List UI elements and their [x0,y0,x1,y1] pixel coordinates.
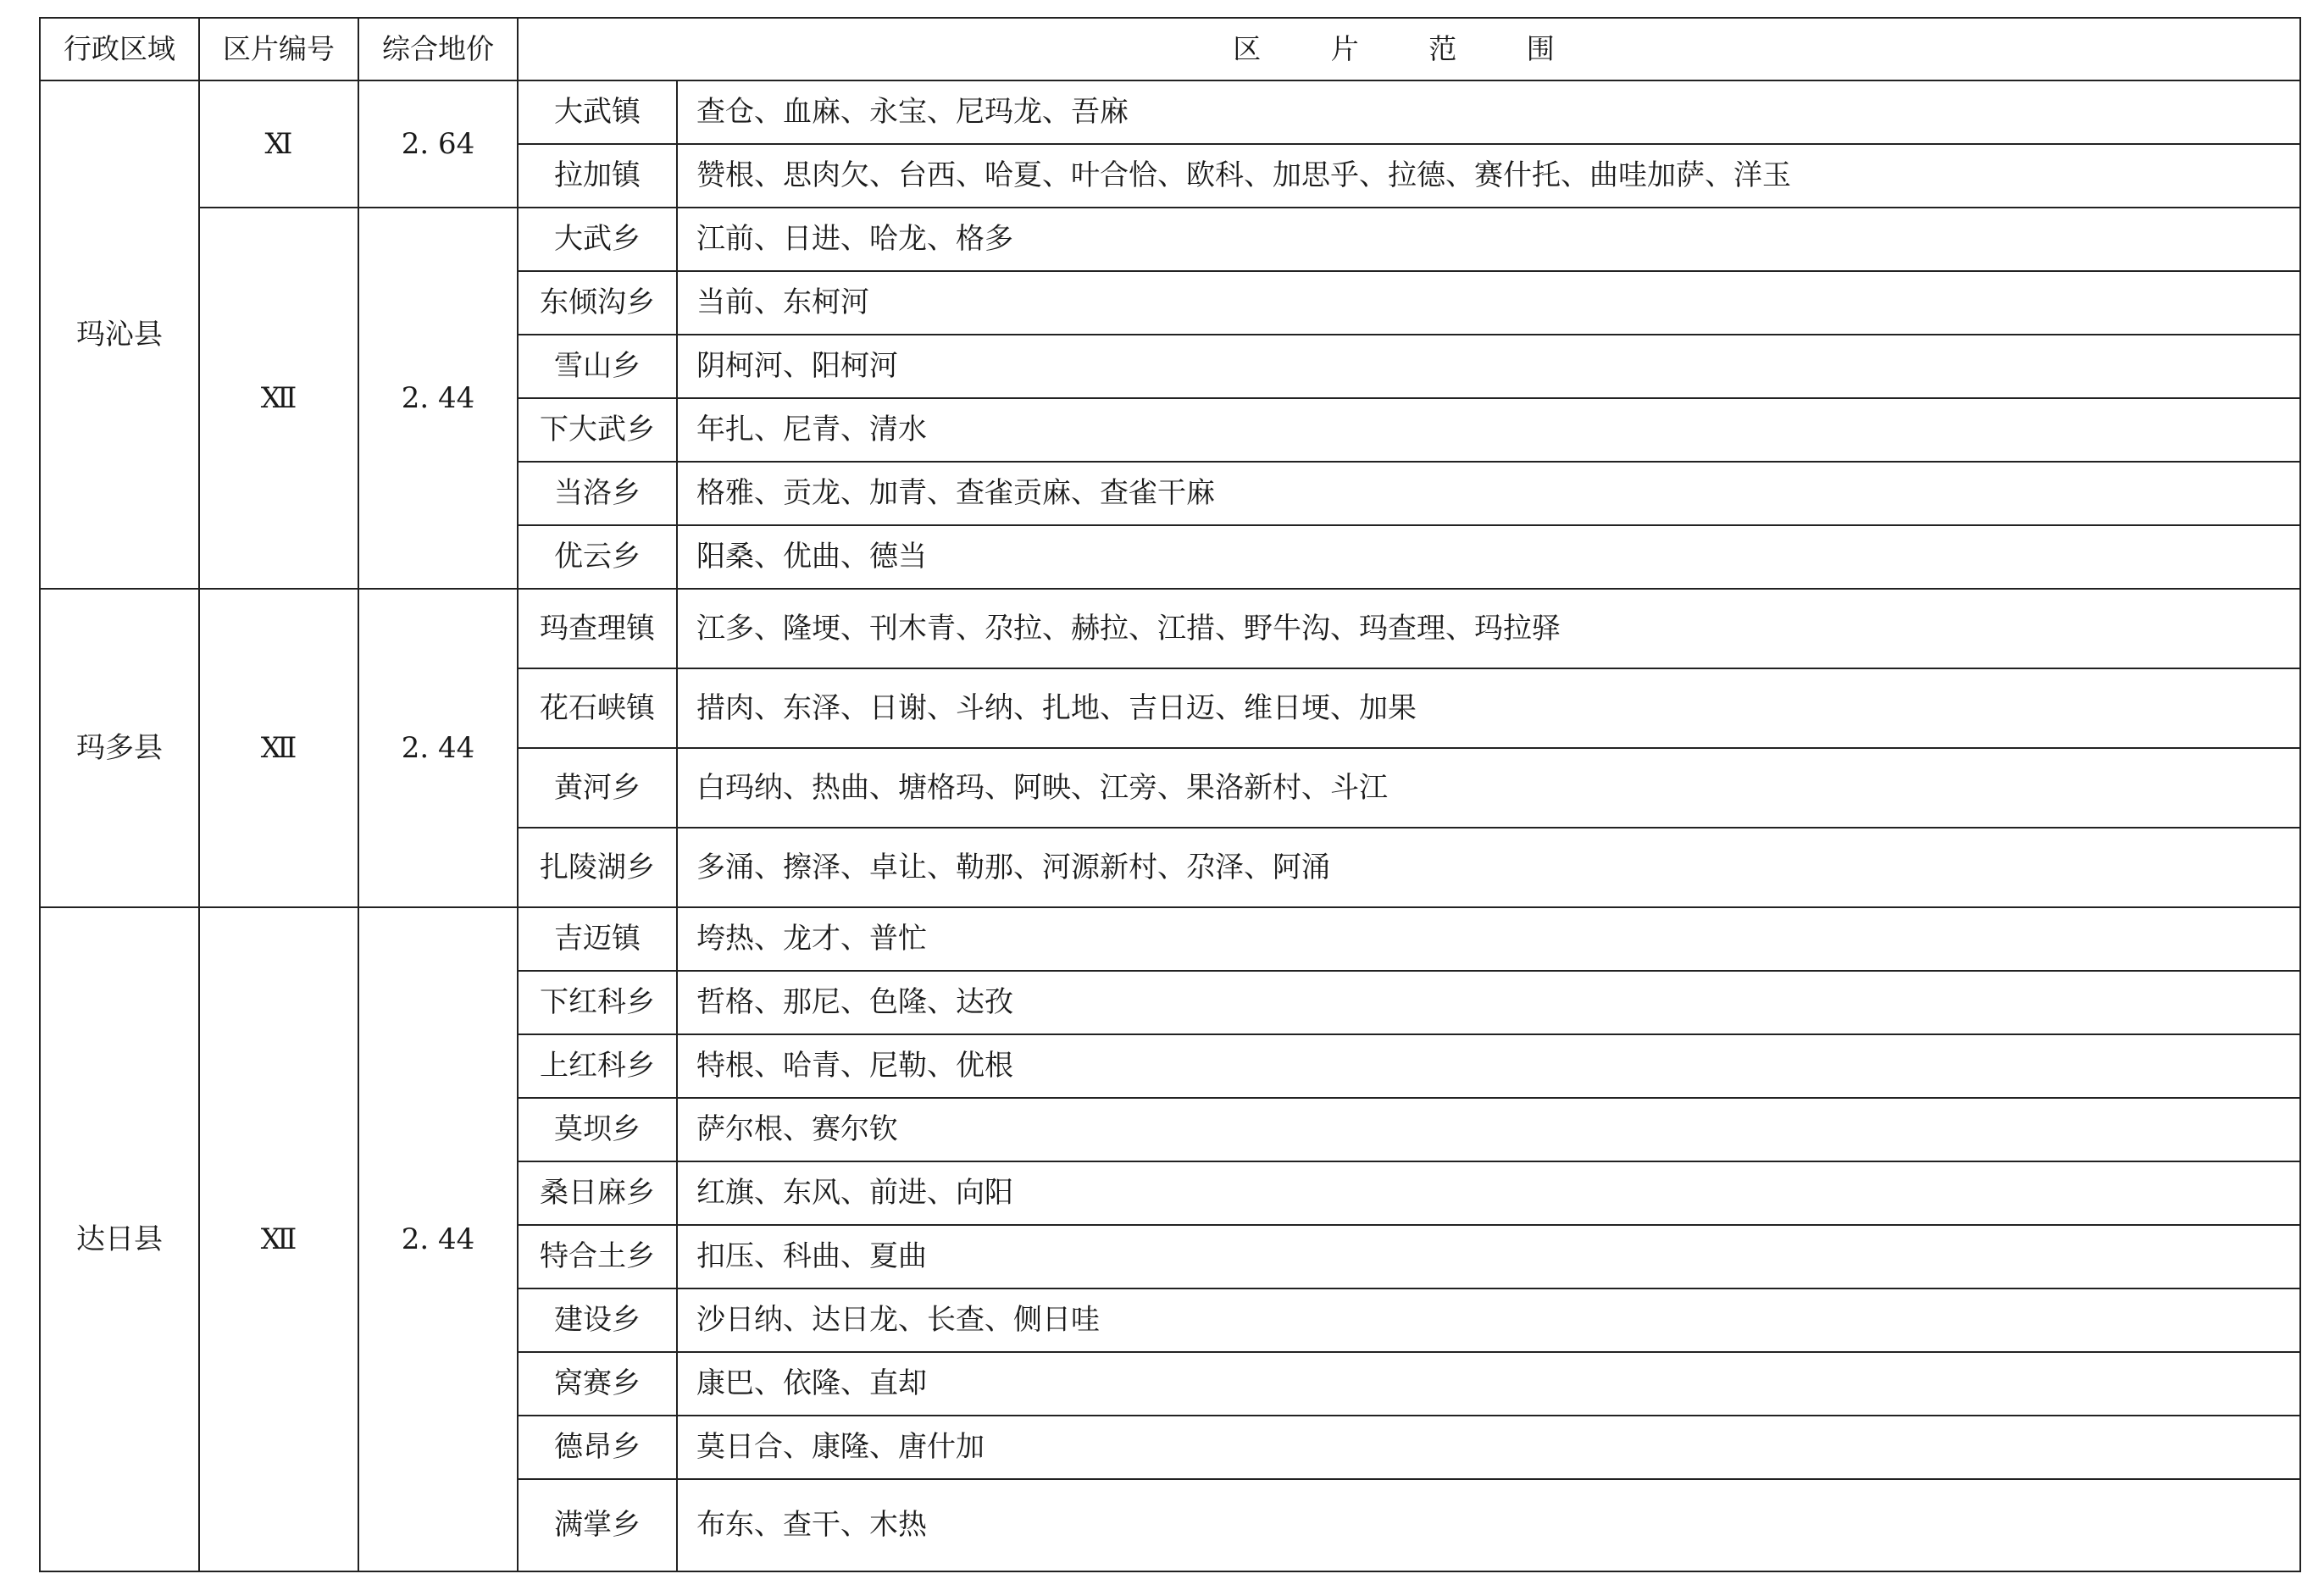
table-row [40,80,2300,144]
zone-number-cell: Ⅻ [199,589,358,907]
table-body [40,80,2300,1571]
town-cell: 扎陵湖乡 [518,828,677,907]
header-zone-no: 区片编号 [199,18,358,80]
villages-cell: 萨尔根、赛尔钦 [677,1098,2300,1161]
villages-cell: 措肉、东泽、日谢、斗纳、扎地、吉日迈、维日埂、加果 [677,668,2300,748]
town-cell: 满掌乡 [518,1479,677,1571]
town-cell: 吉迈镇 [518,907,677,971]
town-cell: 下大武乡 [518,398,677,462]
header-row [40,18,2300,80]
villages-cell: 垮热、龙才、普忙 [677,907,2300,971]
town-cell: 大武乡 [518,208,677,271]
header-region: 行政区域 [40,18,199,80]
villages-cell: 哲格、那尼、色隆、达孜 [677,971,2300,1034]
town-cell: 大武镇 [518,80,677,144]
villages-cell: 阳桑、优曲、德当 [677,525,2300,589]
price-cell: 2. 44 [358,907,518,1571]
villages-cell: 格雅、贡龙、加青、查雀贡麻、查雀干麻 [677,462,2300,525]
region-cell: 达日县 [40,907,199,1571]
town-cell: 建设乡 [518,1288,677,1352]
table-row [40,907,2300,971]
town-cell: 拉加镇 [518,144,677,208]
header-range: 区 片 范 围 [518,18,2300,80]
villages-cell: 年扎、尼青、清水 [677,398,2300,462]
header-price: 综合地价 [358,18,518,80]
town-cell: 花石峡镇 [518,668,677,748]
villages-cell: 查仓、血麻、永宝、尼玛龙、吾麻 [677,80,2300,144]
villages-cell: 赞根、思肉欠、台西、哈夏、叶合恰、欧科、加思乎、拉德、赛什托、曲哇加萨、洋玉 [677,144,2300,208]
villages-cell: 多涌、擦泽、卓让、勒那、河源新村、尕泽、阿涌 [677,828,2300,907]
town-cell: 上红科乡 [518,1034,677,1098]
zone-number-cell: Ⅺ [199,80,358,208]
price-cell: 2. 44 [358,589,518,907]
town-cell: 下红科乡 [518,971,677,1034]
town-cell: 优云乡 [518,525,677,589]
villages-cell: 江前、日进、哈龙、格多 [677,208,2300,271]
villages-cell: 扣压、科曲、夏曲 [677,1225,2300,1288]
town-cell: 黄河乡 [518,748,677,828]
price-cell: 2. 64 [358,80,518,208]
villages-cell: 布东、查干、木热 [677,1479,2300,1571]
price-cell: 2. 44 [358,208,518,589]
town-cell: 桑日麻乡 [518,1161,677,1225]
town-cell: 东倾沟乡 [518,271,677,335]
villages-cell: 沙日纳、达日龙、长查、侧日哇 [677,1288,2300,1352]
zone-number-cell: Ⅻ [199,907,358,1571]
region-cell: 玛多县 [40,589,199,907]
land-price-table [39,17,2301,1572]
town-cell: 玛查理镇 [518,589,677,668]
town-cell: 当洛乡 [518,462,677,525]
villages-cell: 当前、东柯河 [677,271,2300,335]
zone-number-cell: Ⅻ [199,208,358,589]
villages-cell: 红旗、东风、前进、向阳 [677,1161,2300,1225]
table-row [40,589,2300,668]
villages-cell: 阴柯河、阳柯河 [677,335,2300,398]
town-cell: 雪山乡 [518,335,677,398]
town-cell: 特合土乡 [518,1225,677,1288]
table-row [40,208,2300,271]
town-cell: 莫坝乡 [518,1098,677,1161]
town-cell: 德昂乡 [518,1416,677,1479]
villages-cell: 白玛纳、热曲、塘格玛、阿映、江旁、果洛新村、斗江 [677,748,2300,828]
region-cell: 玛沁县 [40,80,199,589]
villages-cell: 江多、隆埂、刊木青、尕拉、赫拉、江措、野牛沟、玛查理、玛拉驿 [677,589,2300,668]
town-cell: 窝赛乡 [518,1352,677,1416]
villages-cell: 莫日合、康隆、唐什加 [677,1416,2300,1479]
villages-cell: 特根、哈青、尼勒、优根 [677,1034,2300,1098]
villages-cell: 康巴、依隆、直却 [677,1352,2300,1416]
